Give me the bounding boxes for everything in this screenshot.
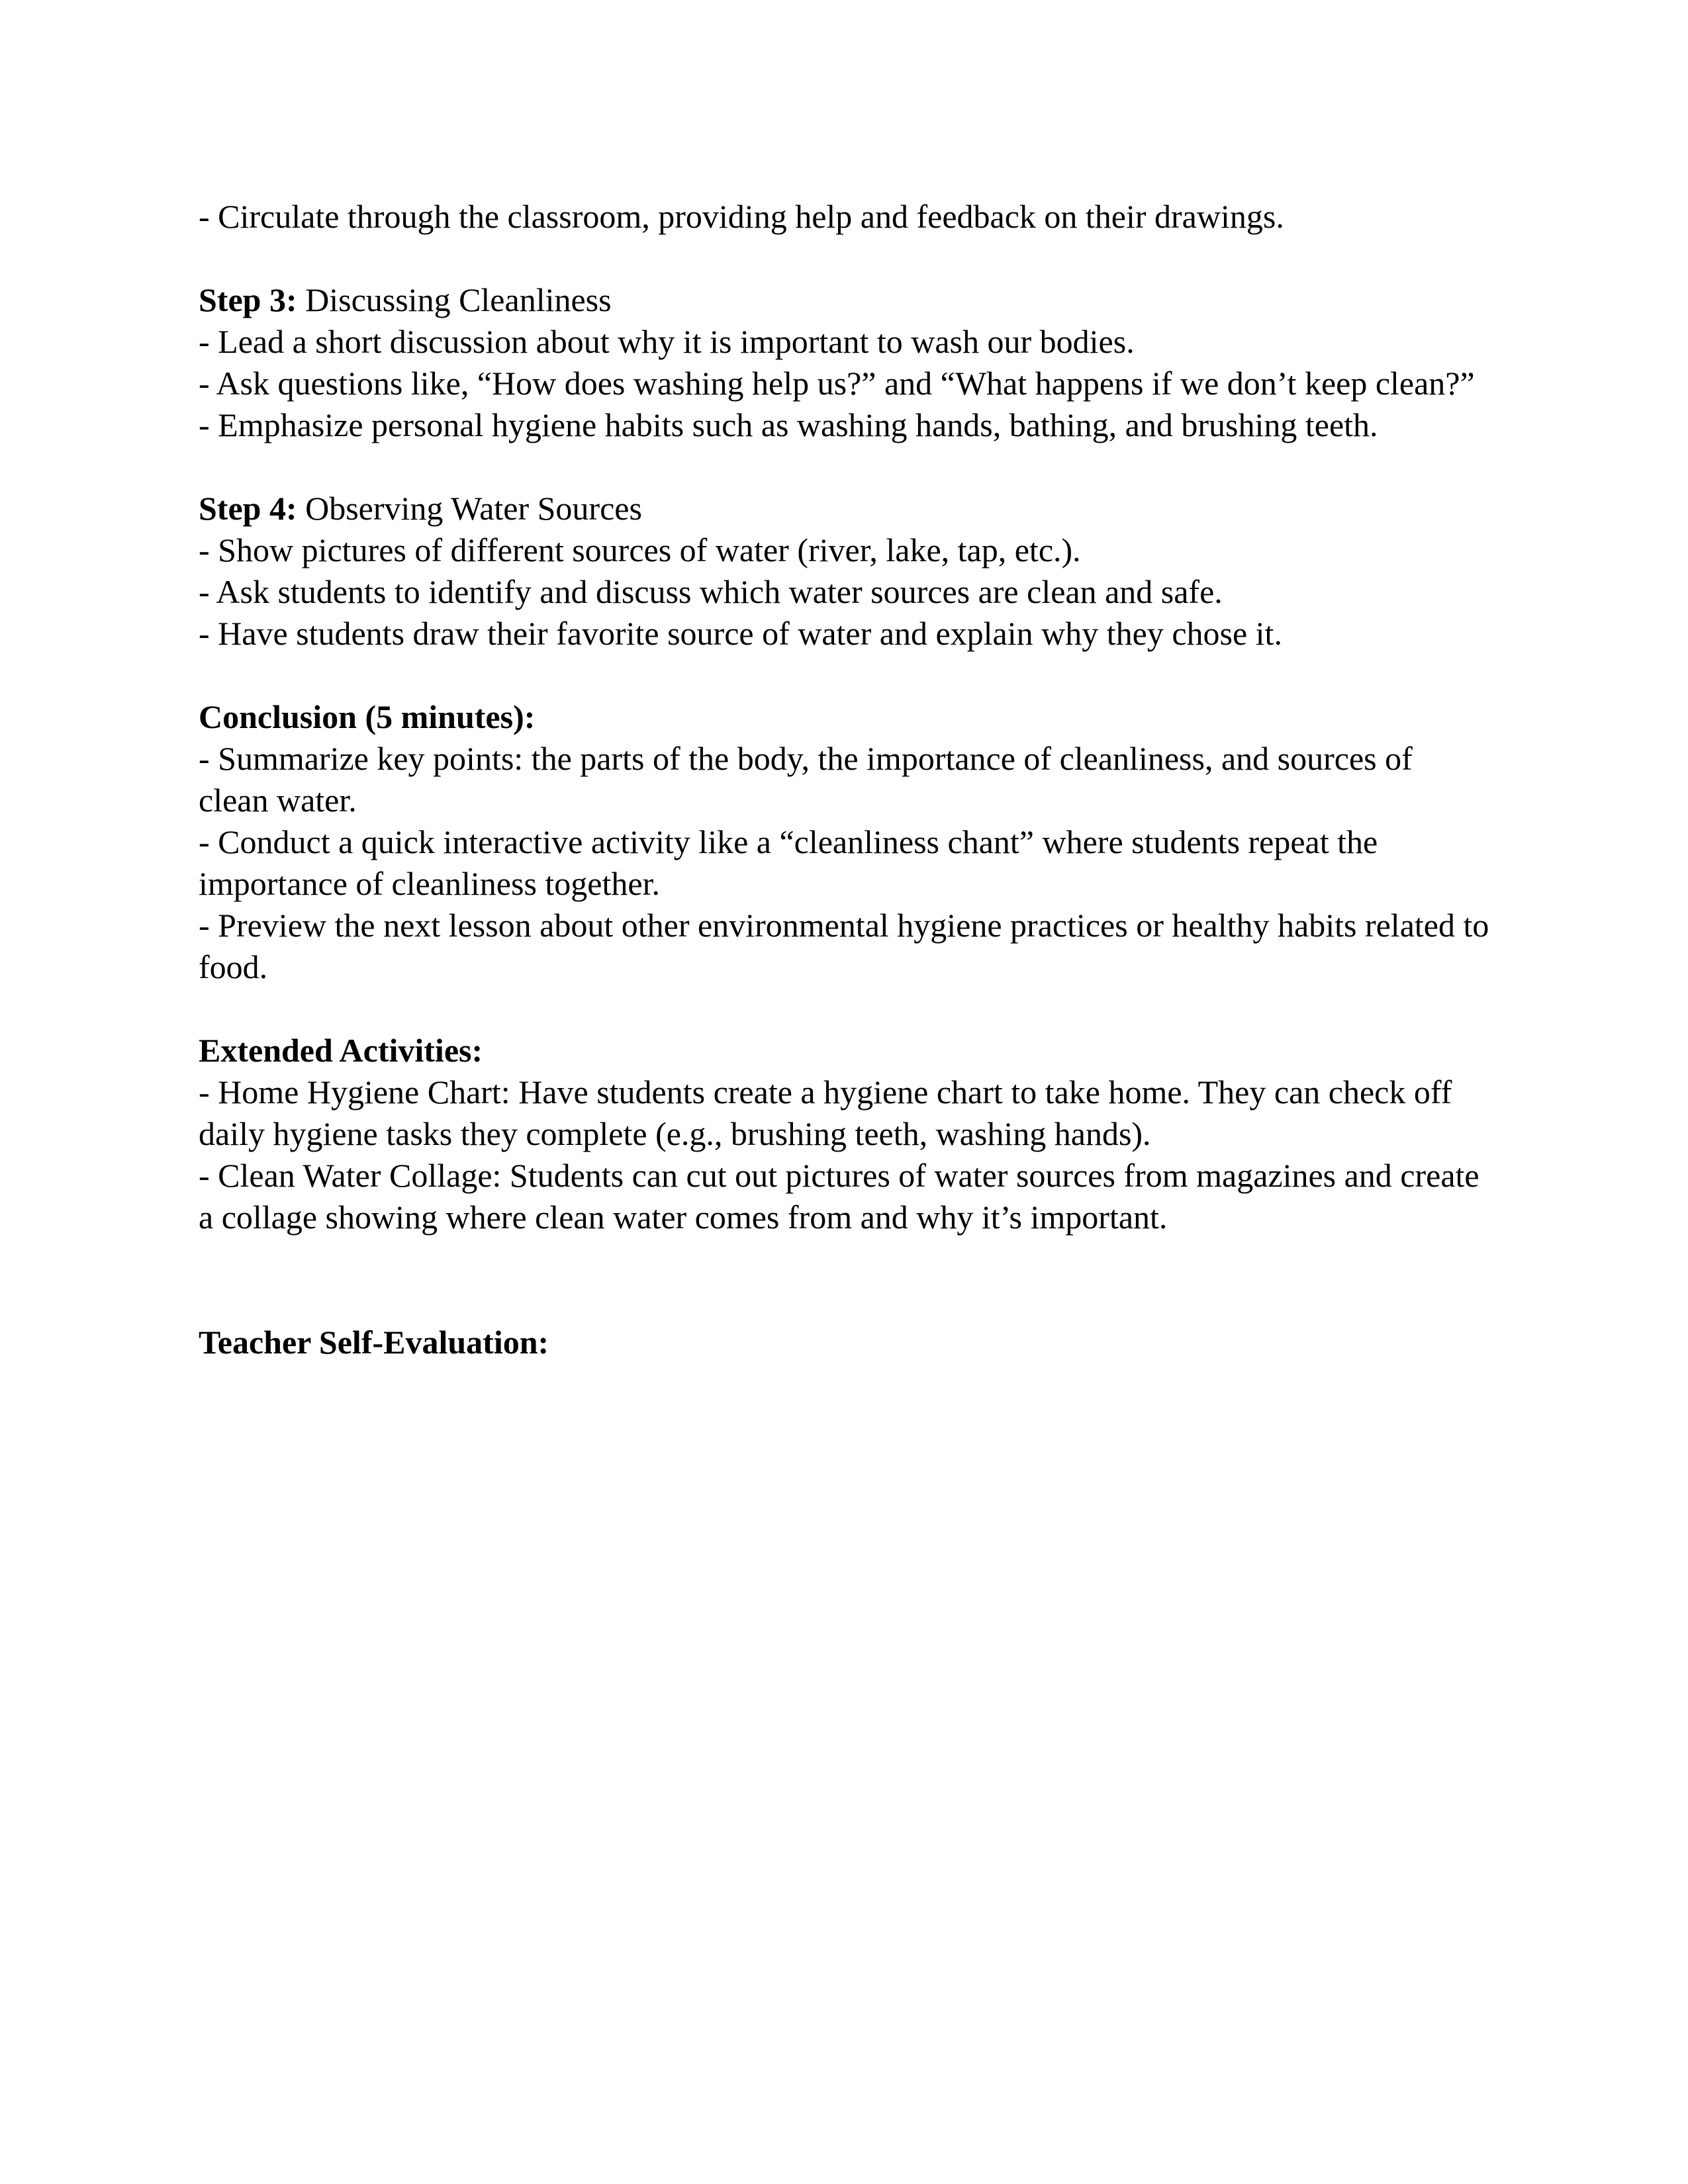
line-text: importance of cleanliness together. xyxy=(199,865,660,902)
line-text: food. xyxy=(199,948,268,985)
line-text: - Clean Water Collage: Students can cut out pictures of water sources from magazines and create xyxy=(199,1157,1479,1194)
paragraph-line xyxy=(199,571,1489,613)
paragraph-line xyxy=(199,613,1489,655)
line-text: - Conduct a quick interactive activity like a “cleanliness chant” where students repeat the xyxy=(199,823,1378,860)
heading-text: Discussing Cleanliness xyxy=(297,281,612,318)
document-page xyxy=(199,196,1489,1363)
line-text: - Show pictures of different sources of water (river, lake, tap, etc.). xyxy=(199,531,1081,569)
blank-line xyxy=(199,1280,1489,1322)
line-text: - Have students draw their favorite source of water and explain why they chose it. xyxy=(199,615,1282,652)
paragraph-line xyxy=(199,863,1489,905)
heading-extended-activities xyxy=(199,1030,1489,1071)
paragraph-line xyxy=(199,946,1489,988)
line-text: - Emphasize personal hygiene habits such as washing hands, bathing, and brushing teeth. xyxy=(199,406,1378,443)
line-text: - Preview the next lesson about other environmental hygiene practices or healthy habits related to xyxy=(199,907,1489,944)
blank-line xyxy=(199,655,1489,696)
line-text: clean water. xyxy=(199,782,357,819)
paragraph-line xyxy=(199,529,1489,571)
paragraph-line xyxy=(199,1113,1489,1155)
line-text: - Circulate through the classroom, providing help and feedback on their drawings. xyxy=(199,198,1284,235)
heading-bold-label: Conclusion (5 minutes): xyxy=(199,698,536,735)
paragraph-line xyxy=(199,738,1489,780)
line-text: - Home Hygiene Chart: Have students create a hygiene chart to take home. They can check off xyxy=(199,1073,1452,1111)
heading-step-4 xyxy=(199,488,1489,529)
line-text: - Ask students to identify and discuss which water sources are clean and safe. xyxy=(199,573,1223,610)
paragraph-line xyxy=(199,780,1489,821)
line-text: daily hygiene tasks they complete (e.g., brushing teeth, washing hands). xyxy=(199,1115,1151,1152)
heading-bold-label: Teacher Self-Evaluation: xyxy=(199,1324,549,1361)
paragraph-line xyxy=(199,821,1489,863)
heading-conclusion xyxy=(199,696,1489,738)
blank-line xyxy=(199,446,1489,488)
paragraph-line xyxy=(199,196,1489,238)
heading-bold-label: Step 3: xyxy=(199,281,297,318)
line-text: - Lead a short discussion about why it is important to wash our bodies. xyxy=(199,323,1135,360)
paragraph-line xyxy=(199,1071,1489,1113)
heading-bold-label: Step 4: xyxy=(199,490,297,527)
line-text: a collage showing where clean water comes from and why it’s important. xyxy=(199,1199,1168,1236)
paragraph-line xyxy=(199,363,1489,404)
heading-text: Observing Water Sources xyxy=(297,490,642,527)
blank-line xyxy=(199,1238,1489,1280)
paragraph-line xyxy=(199,1155,1489,1197)
line-text: - Ask questions like, “How does washing help us?” and “What happens if we don’t keep clean?” xyxy=(199,365,1475,402)
paragraph-line xyxy=(199,321,1489,363)
paragraph-line xyxy=(199,1197,1489,1238)
blank-line xyxy=(199,238,1489,279)
paragraph-line xyxy=(199,404,1489,446)
line-text: - Summarize key points: the parts of the body, the importance of cleanliness, and sources of xyxy=(199,740,1413,777)
heading-step-3 xyxy=(199,279,1489,321)
heading-bold-label: Extended Activities: xyxy=(199,1032,483,1069)
heading-teacher-self-evaluation xyxy=(199,1322,1489,1363)
paragraph-line xyxy=(199,905,1489,946)
blank-line xyxy=(199,988,1489,1030)
